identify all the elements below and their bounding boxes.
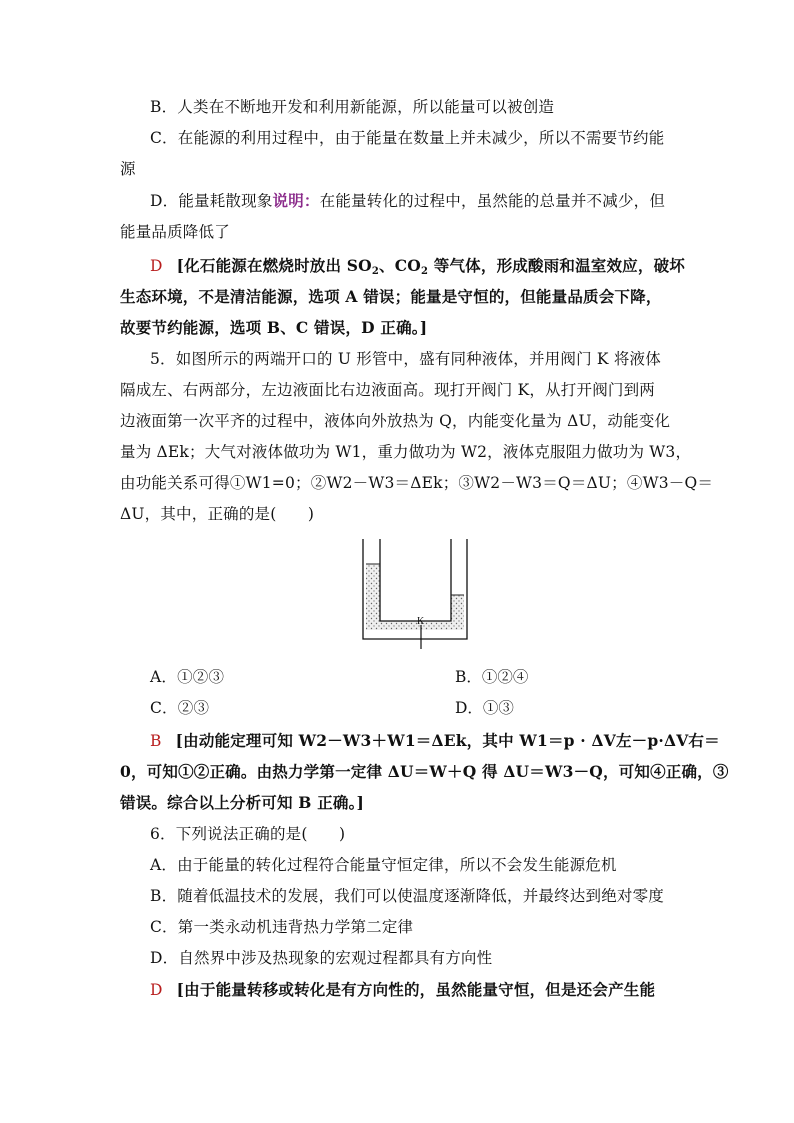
q4-explanation-line3: 故要节约能源，选项 B、C 错误，D 正确。] <box>120 318 428 337</box>
q5-option-d: D．①③ <box>455 699 514 717</box>
q6-option-d: D．自然界中涉及热现象的宏观过程都具有方向性 <box>150 949 493 967</box>
q5-stem-line4: 量为 ΔEk；大气对液体做功为 W1，重力做功为 W2，液体克服阻力做功为 W3， <box>120 443 692 461</box>
explanation-note: 说明： <box>272 191 320 210</box>
q5-stem-line5: 由功能关系可得①W1=0；②W2－W3＝ΔEk；③W2－W3＝Q＝ΔU；④W3－Q＝ <box>120 474 714 492</box>
q5-stem-line2: 隔成左、右两部分，左边液面比右边液面高。现打开阀门 K，从打开阀门到两 <box>120 381 656 399</box>
q4-option-c: C．在能源的利用过程中，由于能量在数量上并未减少，所以不需要节约能 <box>150 129 665 147</box>
answer-letter: B <box>150 732 162 750</box>
right-liquid-column <box>451 595 464 630</box>
q6-option-b: B．随着低温技术的发展，我们可以使温度逐渐降低，并最终达到绝对零度 <box>150 887 664 905</box>
q4-explanation-line2: 生态环境，不是清洁能源，选项 A 错误；能量是守恒的，但能量品质会下降， <box>120 287 662 306</box>
q5-explanation-line3: 错误。综合以上分析可知 B 正确。] <box>120 793 365 812</box>
u-tube-inner-wall <box>380 539 451 621</box>
q5-answer-explanation: B [由动能定理可知 W2－W3＋W1＝ΔEk，其中 W1＝p · ΔV左－p·ΔV右＝ <box>150 731 720 750</box>
q5-option-c: C．②③ <box>150 699 210 717</box>
answer-letter: D <box>150 981 163 999</box>
bottom-liquid <box>380 621 451 630</box>
q5-option-b: B．①②④ <box>455 668 529 686</box>
q5-option-a: A．①②③ <box>150 668 225 686</box>
q4-option-d: D．能量耗散现象说明：在能量转化的过程中，虽然能的总量并不减少，但 <box>150 191 666 210</box>
q5-stem-line1: 5．如图所示的两端开口的 U 形管中，盛有同种液体，并用阀门 K 将液体 <box>150 350 661 368</box>
u-tube-figure <box>355 537 475 652</box>
q6-stem: 6．下列说法正确的是( ) <box>150 825 346 843</box>
q4-option-d-cont: 能量品质降低了 <box>120 223 230 241</box>
q4-answer-explanation: D [化石能源在燃烧时放出 $SO_2$、$CO_2$ 等气体，形成酸雨和温室效应，破坏 <box>150 256 685 277</box>
q6-answer-explanation: D [由于能量转移或转化是有方向性的，虽然能量守恒，但是还会产生能 <box>150 980 656 999</box>
q5-explanation-line2: 0，可知①②正确。由热力学第一定律 ΔU＝W＋Q 得 ΔU＝W3－Q，可知④正确，③ <box>120 762 729 781</box>
left-liquid-column <box>366 564 380 630</box>
q6-option-a: A．由于能量的转化过程符合能量守恒定律，所以不会发生能源危机 <box>150 856 617 874</box>
q5-stem-line6: ΔU，其中，正确的是( ) <box>120 505 315 523</box>
q5-stem-line3: 边液面第一次平齐的过程中，液体向外放热为 Q，内能变化量为 ΔU，动能变化 <box>120 412 671 430</box>
valve-k-label: K <box>417 616 425 627</box>
answer-letter: D <box>150 257 163 275</box>
q4-option-c-cont: 源 <box>120 160 136 178</box>
q6-option-c: C．第一类永动机违背热力学第二定律 <box>150 918 414 936</box>
q4-option-b: B．人类在不断地开发和利用新能源，所以能量可以被创造 <box>150 98 555 116</box>
